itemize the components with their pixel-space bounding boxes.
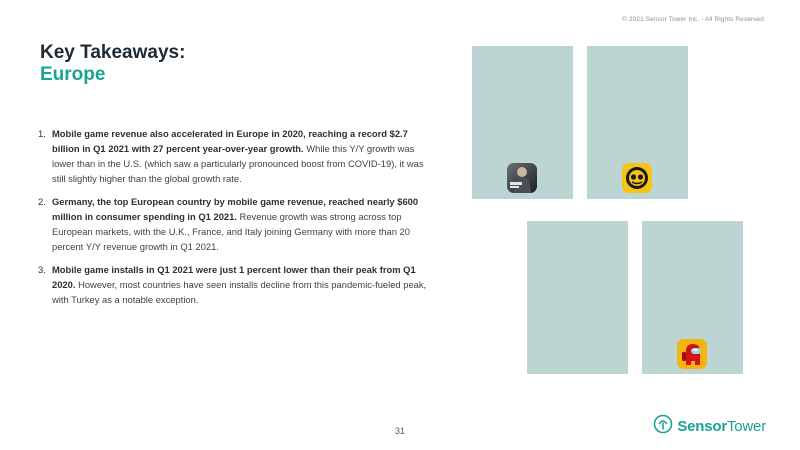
page-number: 31 [394, 426, 405, 436]
takeaway-number: 1. [38, 128, 46, 139]
call-of-duty-mobile-icon [507, 163, 537, 193]
takeaway-item-1 [38, 126, 438, 186]
copyright-notice: © 2021 Sensor Tower Inc. - All Rights Reserved [622, 16, 764, 23]
takeaway-text: While this Y/Y growth was lower than in the U.S. (which saw a particularly pronounced boost from COVID-19), it was still slightly higher than the global growth rate. [52, 143, 424, 184]
takeaway-number: 2. [38, 196, 46, 207]
image-panel-3 [527, 221, 628, 374]
sensor-tower-logo [653, 414, 766, 439]
brand-name [677, 418, 766, 435]
takeaways-list [38, 126, 438, 315]
takeaway-item-2 [38, 194, 438, 254]
among-us-icon [677, 339, 707, 369]
takeaway-bold-text: Germany, the top European country by mobile game revenue, reached nearly $600 million in consumer spending in Q1 2021. [52, 196, 419, 222]
sensor-tower-logo-icon [653, 414, 673, 439]
takeaway-number: 3. [38, 264, 46, 275]
takeaway-bold-text: Mobile game revenue also accelerated in Europe in 2020, reaching a record $2.7 billion in Q1 2021 with 27 percent year-over-year growth. [52, 128, 408, 154]
takeaway-bold-text: Mobile game installs in Q1 2021 were just 1 percent lower than their peak from Q1 2020. [52, 264, 416, 290]
takeaway-text: However, most countries have seen installs decline from this pandemic-fueled peak, with Turkey as a notable exception. [52, 279, 427, 305]
brand-name-part2: Tower [726, 418, 766, 435]
takeaway-text: Revenue growth was strong across top European markets, with the U.K., France, and Italy joining Germany with more than 20 percent Y/Y revenue growth in Q1 2021. [52, 211, 410, 252]
title-line-1: Key Takeaways: [40, 42, 186, 63]
page-title [40, 42, 185, 86]
title-line-2: Europe [40, 64, 106, 85]
brawl-stars-icon [622, 163, 652, 193]
takeaway-item-3 [38, 262, 438, 307]
brand-name-part1: Sensor [677, 418, 727, 435]
